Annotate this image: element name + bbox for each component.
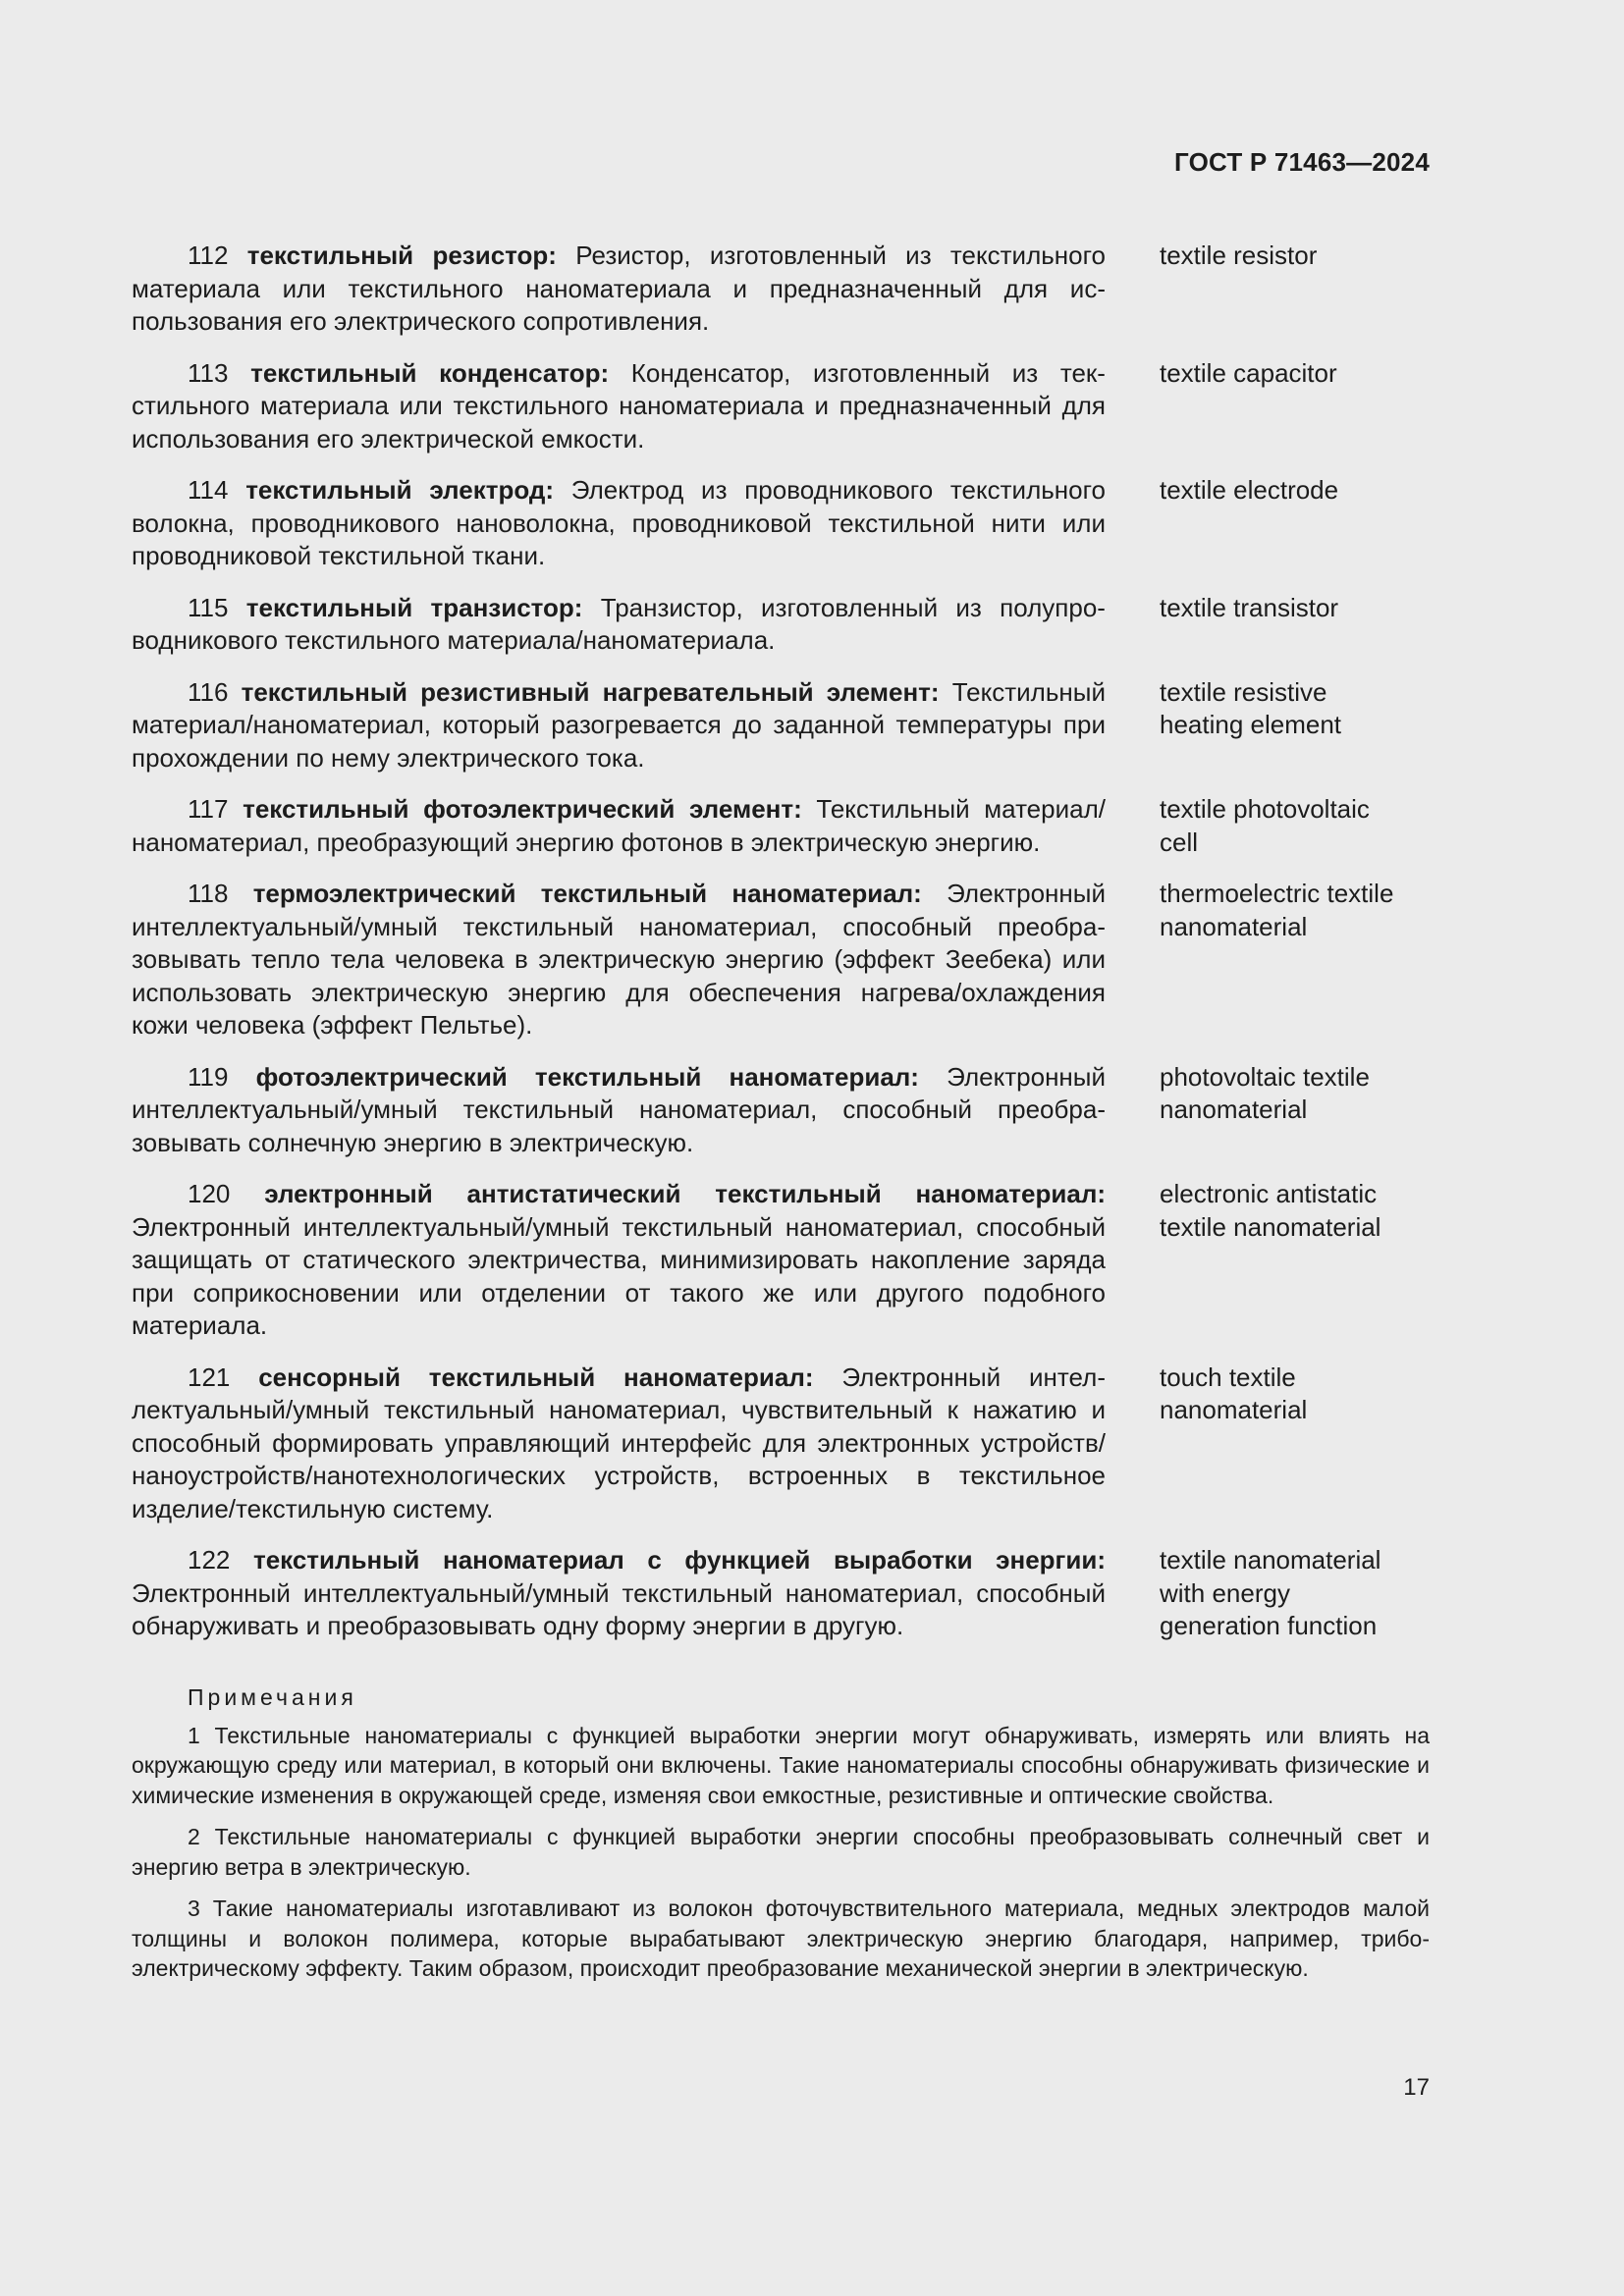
term-number: 113: [188, 357, 229, 388]
term-name: текстильный наноматериал с функцией выработки энергии:: [252, 1545, 1106, 1575]
term-definition: Резистор, изготовленный из текстильного материала или текстильного наноматериала и предназначенный для использования его электрического сопротивления.: [132, 240, 1106, 336]
term-definition-block: [132, 240, 1106, 339]
term-number: 112: [188, 240, 229, 270]
term-definition-block: [132, 1061, 1106, 1160]
term-entry-118: [132, 878, 1430, 1042]
term-entry-113: [132, 357, 1430, 456]
term-definition-block: [132, 1544, 1106, 1643]
term-english: textile photovoltaic cell: [1160, 794, 1370, 857]
term-definition-block: [132, 878, 1106, 1042]
term-definition: Электрод из проводникового текстильного волокна, проводникового нановолокна, проводниковой текстильной нити или проводниковой текстильной ткани.: [132, 475, 1106, 570]
term-definition: Электронный интеллектуальный/умный текстильный наноматериал, способный преобразовывать тепло тела человека в электрическую энергию (эффект Зеебека) или использовать электрическую энергию для обеспечения нагрева/охлаждения кожи человека (эффект Пельтье).: [132, 879, 1106, 1040]
term-name: текстильный электрод:: [245, 475, 555, 505]
term-definition-block: [132, 357, 1106, 456]
term-entry-116: [132, 676, 1430, 775]
term-definition-block: [132, 676, 1106, 775]
term-name: текстильный конденсатор:: [250, 357, 610, 388]
term-entry-121: [132, 1362, 1430, 1526]
term-name: электронный антистатический текстильный наноматериал:: [264, 1179, 1106, 1208]
page-number: 17: [1403, 2074, 1430, 2101]
term-definition-block: [132, 793, 1106, 859]
notes-title: Примечания: [188, 1684, 357, 1710]
term-entry-117: [132, 793, 1430, 859]
term-entry-119: [132, 1061, 1430, 1160]
term-name: фотоэлектрический текстильный наноматериал:: [255, 1061, 919, 1092]
term-definition-block: [132, 592, 1106, 658]
term-name: текстильный фотоэлектрический элемент:: [243, 794, 802, 824]
notes-section: [132, 1682, 1430, 1996]
term-entry-122: [132, 1544, 1430, 1643]
term-english: textile resistive heating element: [1160, 676, 1342, 739]
term-definition: Электронный интеллектуальный/умный текстильный наноматериал, чувствительный к нажатию и способный формировать управляющий интерфейс для электронных устройств/наноустройств/нанотехнологических устройств, встроенных в текстильное изделие/текстильную систему.: [132, 1362, 1106, 1523]
term-number: 120: [188, 1179, 231, 1208]
note-item-3: 3 Такие наноматериалы изготавливают из волокон фоточувствительного материала, медных электродов малой толщины и волокон полимера, которые вырабатывают электрическую энергию благодаря, например, трибоэлектрическому эффекту. Таким образом, происходит преобразование механической энергии в электрическую.: [132, 1896, 1430, 1981]
document-code: ГОСТ Р 71463—2024: [1174, 147, 1430, 177]
term-entry-115: [132, 592, 1430, 658]
terms-list: [132, 240, 1430, 1662]
term-number: 116: [188, 676, 229, 707]
note-item-2: 2 Текстильные наноматериалы с функцией выработки энергии способны преобразовывать солнечный свет и энергию ветра в электрическую.: [132, 1824, 1430, 1880]
term-english: photovoltaic textile nanomaterial: [1160, 1061, 1370, 1124]
term-number: 118: [188, 879, 229, 908]
term-number: 115: [188, 592, 229, 622]
term-name: текстильный транзистор:: [245, 592, 583, 622]
term-name: текстильный резистивный нагревательный элемент:: [241, 676, 940, 707]
term-english: textile nanomaterial with energy generation function: [1160, 1545, 1381, 1640]
term-english: electronic antistatic textile nanomaterial: [1160, 1179, 1381, 1242]
term-english: textile transistor: [1160, 592, 1339, 622]
term-definition: Электронный интеллектуальный/умный текстильный наноматериал, способный защищать от статического электричества, минимизировать накопление заряда при соприкосновении или отделении от такого же или другого подобного материала.: [132, 1211, 1106, 1340]
term-english: textile resistor: [1160, 240, 1318, 270]
term-definition: Транзистор, изготовленный из полупроводникового текстильного материала/наноматериала.: [132, 592, 1106, 655]
term-definition-block: [132, 1178, 1106, 1343]
term-definition: Текстильный материал/наноматериал, который разогревается до заданной температуры при прохождении по нему электрического тока.: [132, 676, 1106, 773]
term-number: 119: [188, 1061, 229, 1092]
term-english: touch textile nanomaterial: [1160, 1362, 1308, 1424]
note-item-1: 1 Текстильные наноматериалы с функцией выработки энергии могут обнаруживать, измерять или влиять на окружающую среду или материал, в который они включены. Такие наноматериалы способны обнаруживать физические и химические изменения в окружающей среде, изменяя свои емкостные, резистивные и оптические свойства.: [132, 1722, 1430, 1808]
term-definition: Конденсатор, изготовленный из текстильного материала или текстильного наноматериала и предназначенный для использования его электрической емкости.: [132, 357, 1106, 454]
term-definition-block: [132, 1362, 1106, 1526]
term-english: thermoelectric textile nanomaterial: [1160, 879, 1394, 941]
term-entry-112: [132, 240, 1430, 339]
term-definition: Электронный интеллектуальный/умный текстильный наноматериал, способный преобразовывать солнечную энергию в электрическую.: [132, 1061, 1107, 1157]
term-entry-120: [132, 1178, 1430, 1343]
term-definition: Электронный интеллектуальный/умный текстильный наноматериал, способный обнаруживать и преобразовывать одну форму энергии в другую.: [132, 1577, 1106, 1640]
term-number: 117: [188, 794, 229, 824]
term-definition: Текстильный материал/наноматериал, преобразующий энергию фотонов в электрическую энергию.: [132, 794, 1106, 857]
term-number: 114: [188, 475, 229, 505]
term-definition-block: [132, 474, 1106, 573]
term-name: текстильный резистор:: [246, 240, 557, 270]
term-number: 122: [188, 1545, 231, 1575]
term-name: сенсорный текстильный наноматериал:: [258, 1362, 814, 1392]
term-name: термоэлектрический текстильный наноматериал:: [252, 879, 922, 908]
term-number: 121: [188, 1362, 231, 1392]
term-entry-114: [132, 474, 1430, 573]
term-english: textile electrode: [1160, 475, 1339, 505]
term-english: textile capacitor: [1160, 357, 1337, 388]
